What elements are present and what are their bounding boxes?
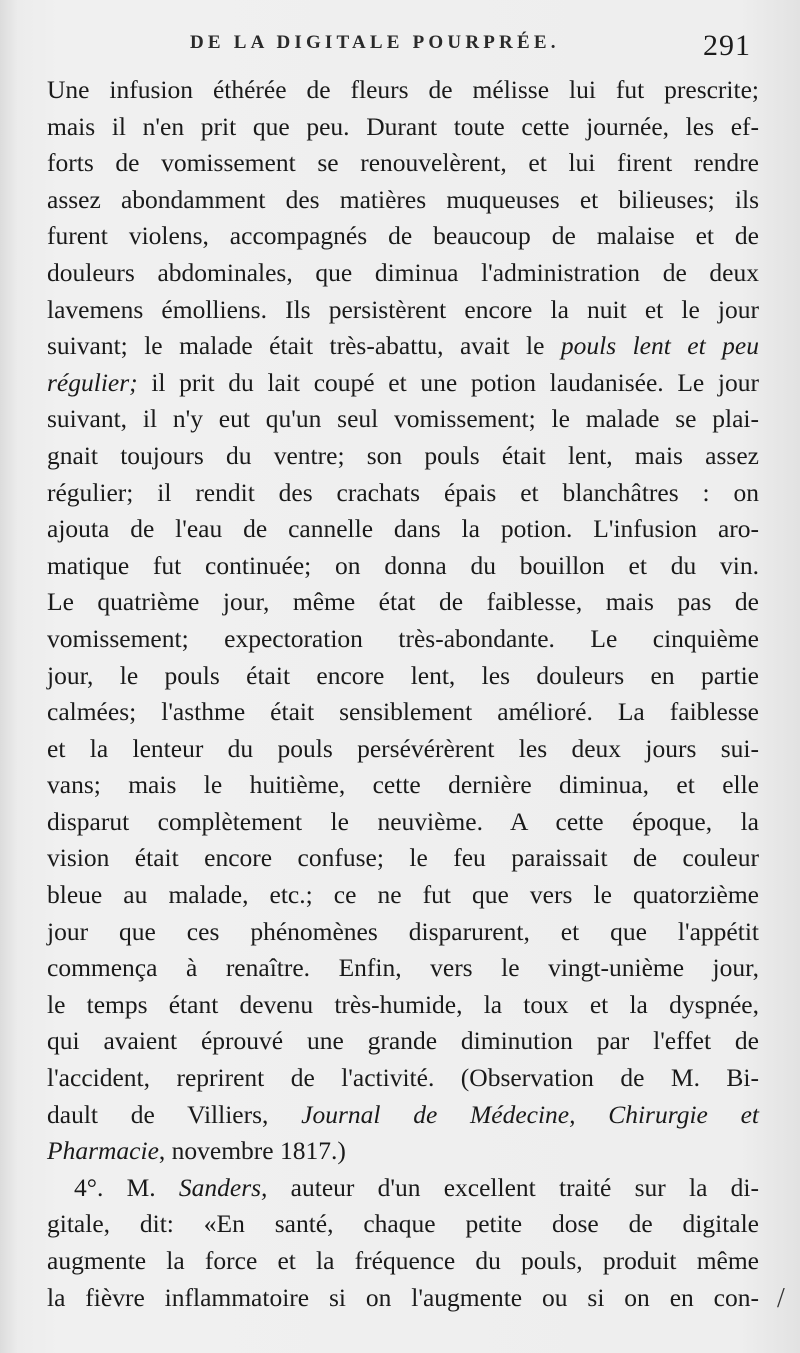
text-run: la fièvre inflammatoire si on l'augmente ou si on en con- [47, 1282, 759, 1312]
text-run: furent violens, accompagnés de beaucoup de malaise et de [47, 221, 759, 251]
italic-text-run: pouls lent et peu [560, 331, 759, 361]
text-line [47, 584, 759, 621]
body-text [47, 72, 759, 1316]
text-run: lavemens émolliens. Ils persistèrent encore la nuit et le jour [47, 294, 759, 324]
text-run: suivant, il n'y eut qu'un seul vomissement; le malade se plai- [47, 404, 759, 434]
text-run: 4°. M. [74, 1172, 179, 1202]
text-line [47, 950, 759, 987]
text-run: suivant; le malade était très-abattu, avait le [47, 331, 561, 361]
text-line [47, 1243, 759, 1280]
text-line [47, 328, 759, 365]
text-run: qui avaient éprouvé une grande diminution par l'effet de [47, 1026, 759, 1056]
text-run: ajouta de l'eau de cannelle dans la potion. L'infusion aro- [47, 514, 759, 544]
text-run: Une infusion éthérée de fleurs de mélisse lui fut prescrite; [47, 75, 759, 104]
text-run: disparut complètement le neuvième. A cette époque, la [47, 806, 759, 836]
text-run: , novembre 1817.) [158, 1136, 346, 1166]
text-run: mais il n'en prit que peu. Durant toute cette journée, les ef- [47, 111, 759, 141]
text-line [47, 72, 759, 109]
text-line [47, 365, 759, 402]
text-line [47, 694, 759, 731]
text-run: calmées; l'asthme était sensiblement amélioré. La faiblesse [47, 697, 759, 727]
text-line [47, 658, 759, 695]
text-run: et la lenteur du pouls persévérèrent les deux jours sui- [47, 733, 759, 763]
text-line [47, 804, 759, 841]
text-line [47, 914, 759, 951]
text-run: vomissement; expectoration très-abondante. Le cinquième [47, 623, 759, 653]
italic-text-run: régulier; [47, 367, 138, 397]
text-run: il prit du lait coupé et une potion laudanisée. Le jour [137, 367, 759, 397]
text-line [47, 1206, 759, 1243]
page-header [0, 29, 800, 68]
text-line [47, 840, 759, 877]
text-run: vision était encore confuse; le feu paraissait de couleur [47, 843, 759, 873]
text-line [47, 1023, 759, 1060]
text-line [47, 877, 759, 914]
text-run: jour que ces phénomènes disparurent, et que l'appétit [47, 916, 759, 946]
text-line [47, 109, 759, 146]
text-run: jour, le pouls était encore lent, les douleurs en partie [47, 660, 759, 690]
text-line [47, 218, 759, 255]
text-run: douleurs abdominales, que diminua l'administration de deux [47, 257, 759, 287]
text-line [47, 1097, 759, 1134]
italic-text-run: Pharmacie [47, 1136, 159, 1166]
text-run: bleue au malade, etc.; ce ne fut que vers le quatorzième [47, 880, 759, 910]
text-line [47, 1133, 759, 1170]
text-line [47, 145, 759, 182]
text-run: forts de vomissement se renouvelèrent, et lui firent rendre [47, 148, 759, 178]
italic-text-run: Journal de Médecine, Chirurgie et [301, 1099, 759, 1129]
text-line [47, 511, 759, 548]
text-line [47, 1060, 759, 1097]
text-line [47, 438, 759, 475]
margin-mark: / [777, 1283, 785, 1314]
text-line [47, 987, 759, 1024]
text-run: le temps étant devenu très-humide, la toux et la dyspnée, [47, 989, 759, 1019]
text-line [47, 1170, 759, 1207]
text-run: matique fut continuée; on donna du bouillon et du vin. [47, 550, 759, 580]
text-line [47, 182, 759, 219]
text-line [47, 475, 759, 512]
text-line [47, 1280, 759, 1317]
text-run: l'accident, reprirent de l'activité. (Observation de M. Bi- [47, 1063, 759, 1093]
italic-text-run: Sanders, [178, 1172, 268, 1202]
page-number: 291 [703, 29, 751, 62]
text-line [47, 548, 759, 585]
text-run: régulier; il rendit des crachats épais et blanchâtres : on [47, 477, 759, 507]
text-run: dault de Villiers, [47, 1099, 302, 1129]
text-run: gitale, dit: «En santé, chaque petite dose de digitale [47, 1209, 759, 1239]
text-line [47, 731, 759, 768]
text-run: Le quatrième jour, même état de faiblesse, mais pas de [47, 587, 759, 617]
text-line [47, 767, 759, 804]
text-run: gnait toujours du ventre; son pouls était lent, mais assez [47, 440, 759, 470]
text-run: augmente la force et la fréquence du pouls, produit même [47, 1246, 759, 1275]
text-line [47, 621, 759, 658]
text-run: commença à renaître. Enfin, vers le vingt-unième jour, [47, 953, 759, 983]
text-line [47, 292, 759, 329]
text-line [47, 255, 759, 292]
text-run: auteur d'un excellent traité sur la di- [267, 1172, 759, 1202]
running-title: DE LA DIGITALE POURPRÉE. [190, 32, 560, 53]
text-run: vans; mais le huitième, cette dernière diminua, et elle [47, 770, 759, 800]
text-run: assez abondamment des matières muqueuses et bilieuses; ils [47, 184, 759, 214]
text-line [47, 401, 759, 438]
